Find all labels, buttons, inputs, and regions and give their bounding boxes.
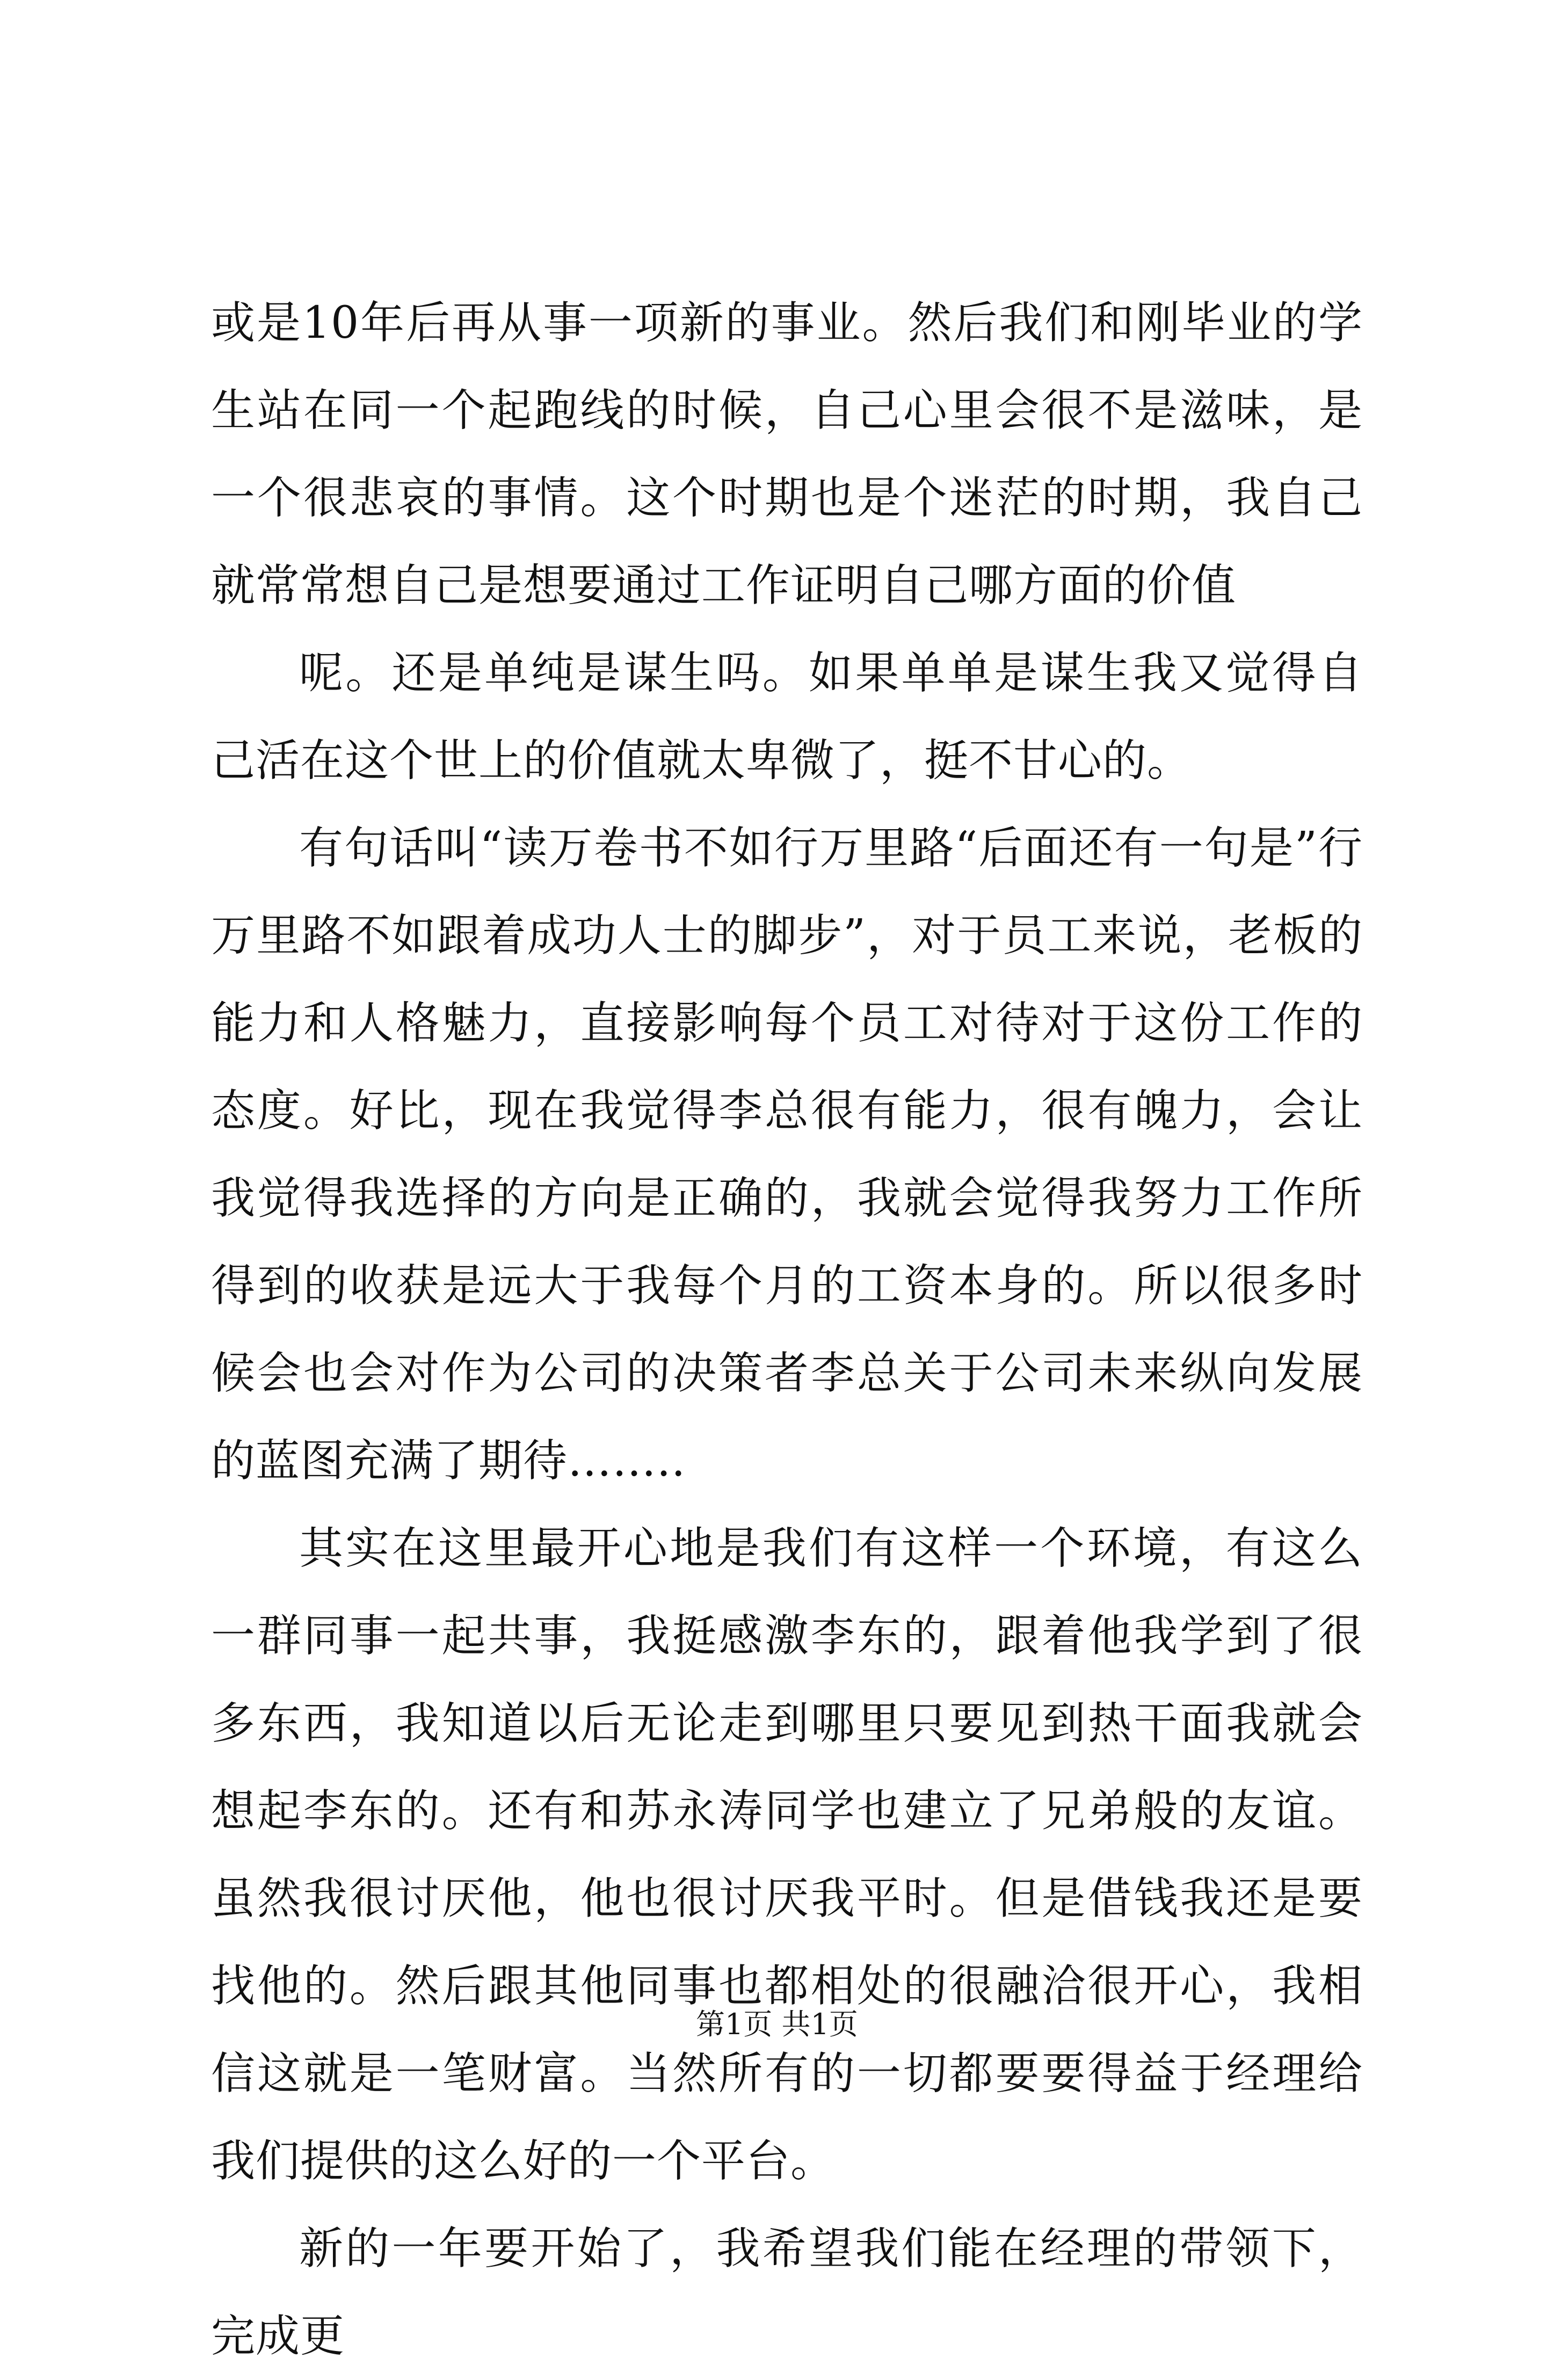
page-number-footer: 第1页 共1页 [696,2007,858,2041]
body-text [211,279,1363,2380]
paragraph-4: 其实在这里最开心地是我们有这样一个环境，有这么一群同事一起共事，我挺感激李东的，跟着他我学到了很多东西，我知道以后无论走到哪里只要见到热干面我就会想起李东的。还有和苏永涛同学也建立了兄弟般的友谊。虽然我很讨厌他，他也很讨厌我平时。但是借钱我还是要找他的。然后跟其他同事也都相处的很融洽很开心，我相信这就是一笔财富。当然所有的一切都要要得益于经理给我们提供的这么好的一个平台。 [211,1523,1363,2187]
paragraph-1: 或是10年后再从事一项新的事业。然后我们和刚毕业的学生站在同一个起跑线的时候，自己心里会很不是滋味，是一个很悲哀的事情。这个时期也是个迷茫的时期，我自己就常常想自己是想要通过工作证明自己哪方面的价值 [211,298,1363,611]
paragraph-3: 有句话叫“读万卷书不如行万里路“后面还有一句是”行万里路不如跟着成功人士的脚步”，对于员工来说，老板的能力和人格魅力，直接影响每个员工对待对于这份工作的态度。好比，现在我觉得李总很有能力，很有魄力，会让我觉得我选择的方向是正确的，我就会觉得我努力工作所得到的收获是远大于我每个月的工资本身的。所以很多时候会也会对作为公司的决策者李总关于公司未来纵向发展的蓝图充满了期待…….. [211,823,1363,1486]
paragraph-5: 新的一年要开始了，我希望我们能在经理的带领下，完成更 [211,2223,1363,2362]
paragraph-2: 呢。还是单纯是谋生吗。如果单单是谋生我又觉得自己活在这个世上的价值就太卑微了，挺不甘心的。 [211,648,1363,786]
